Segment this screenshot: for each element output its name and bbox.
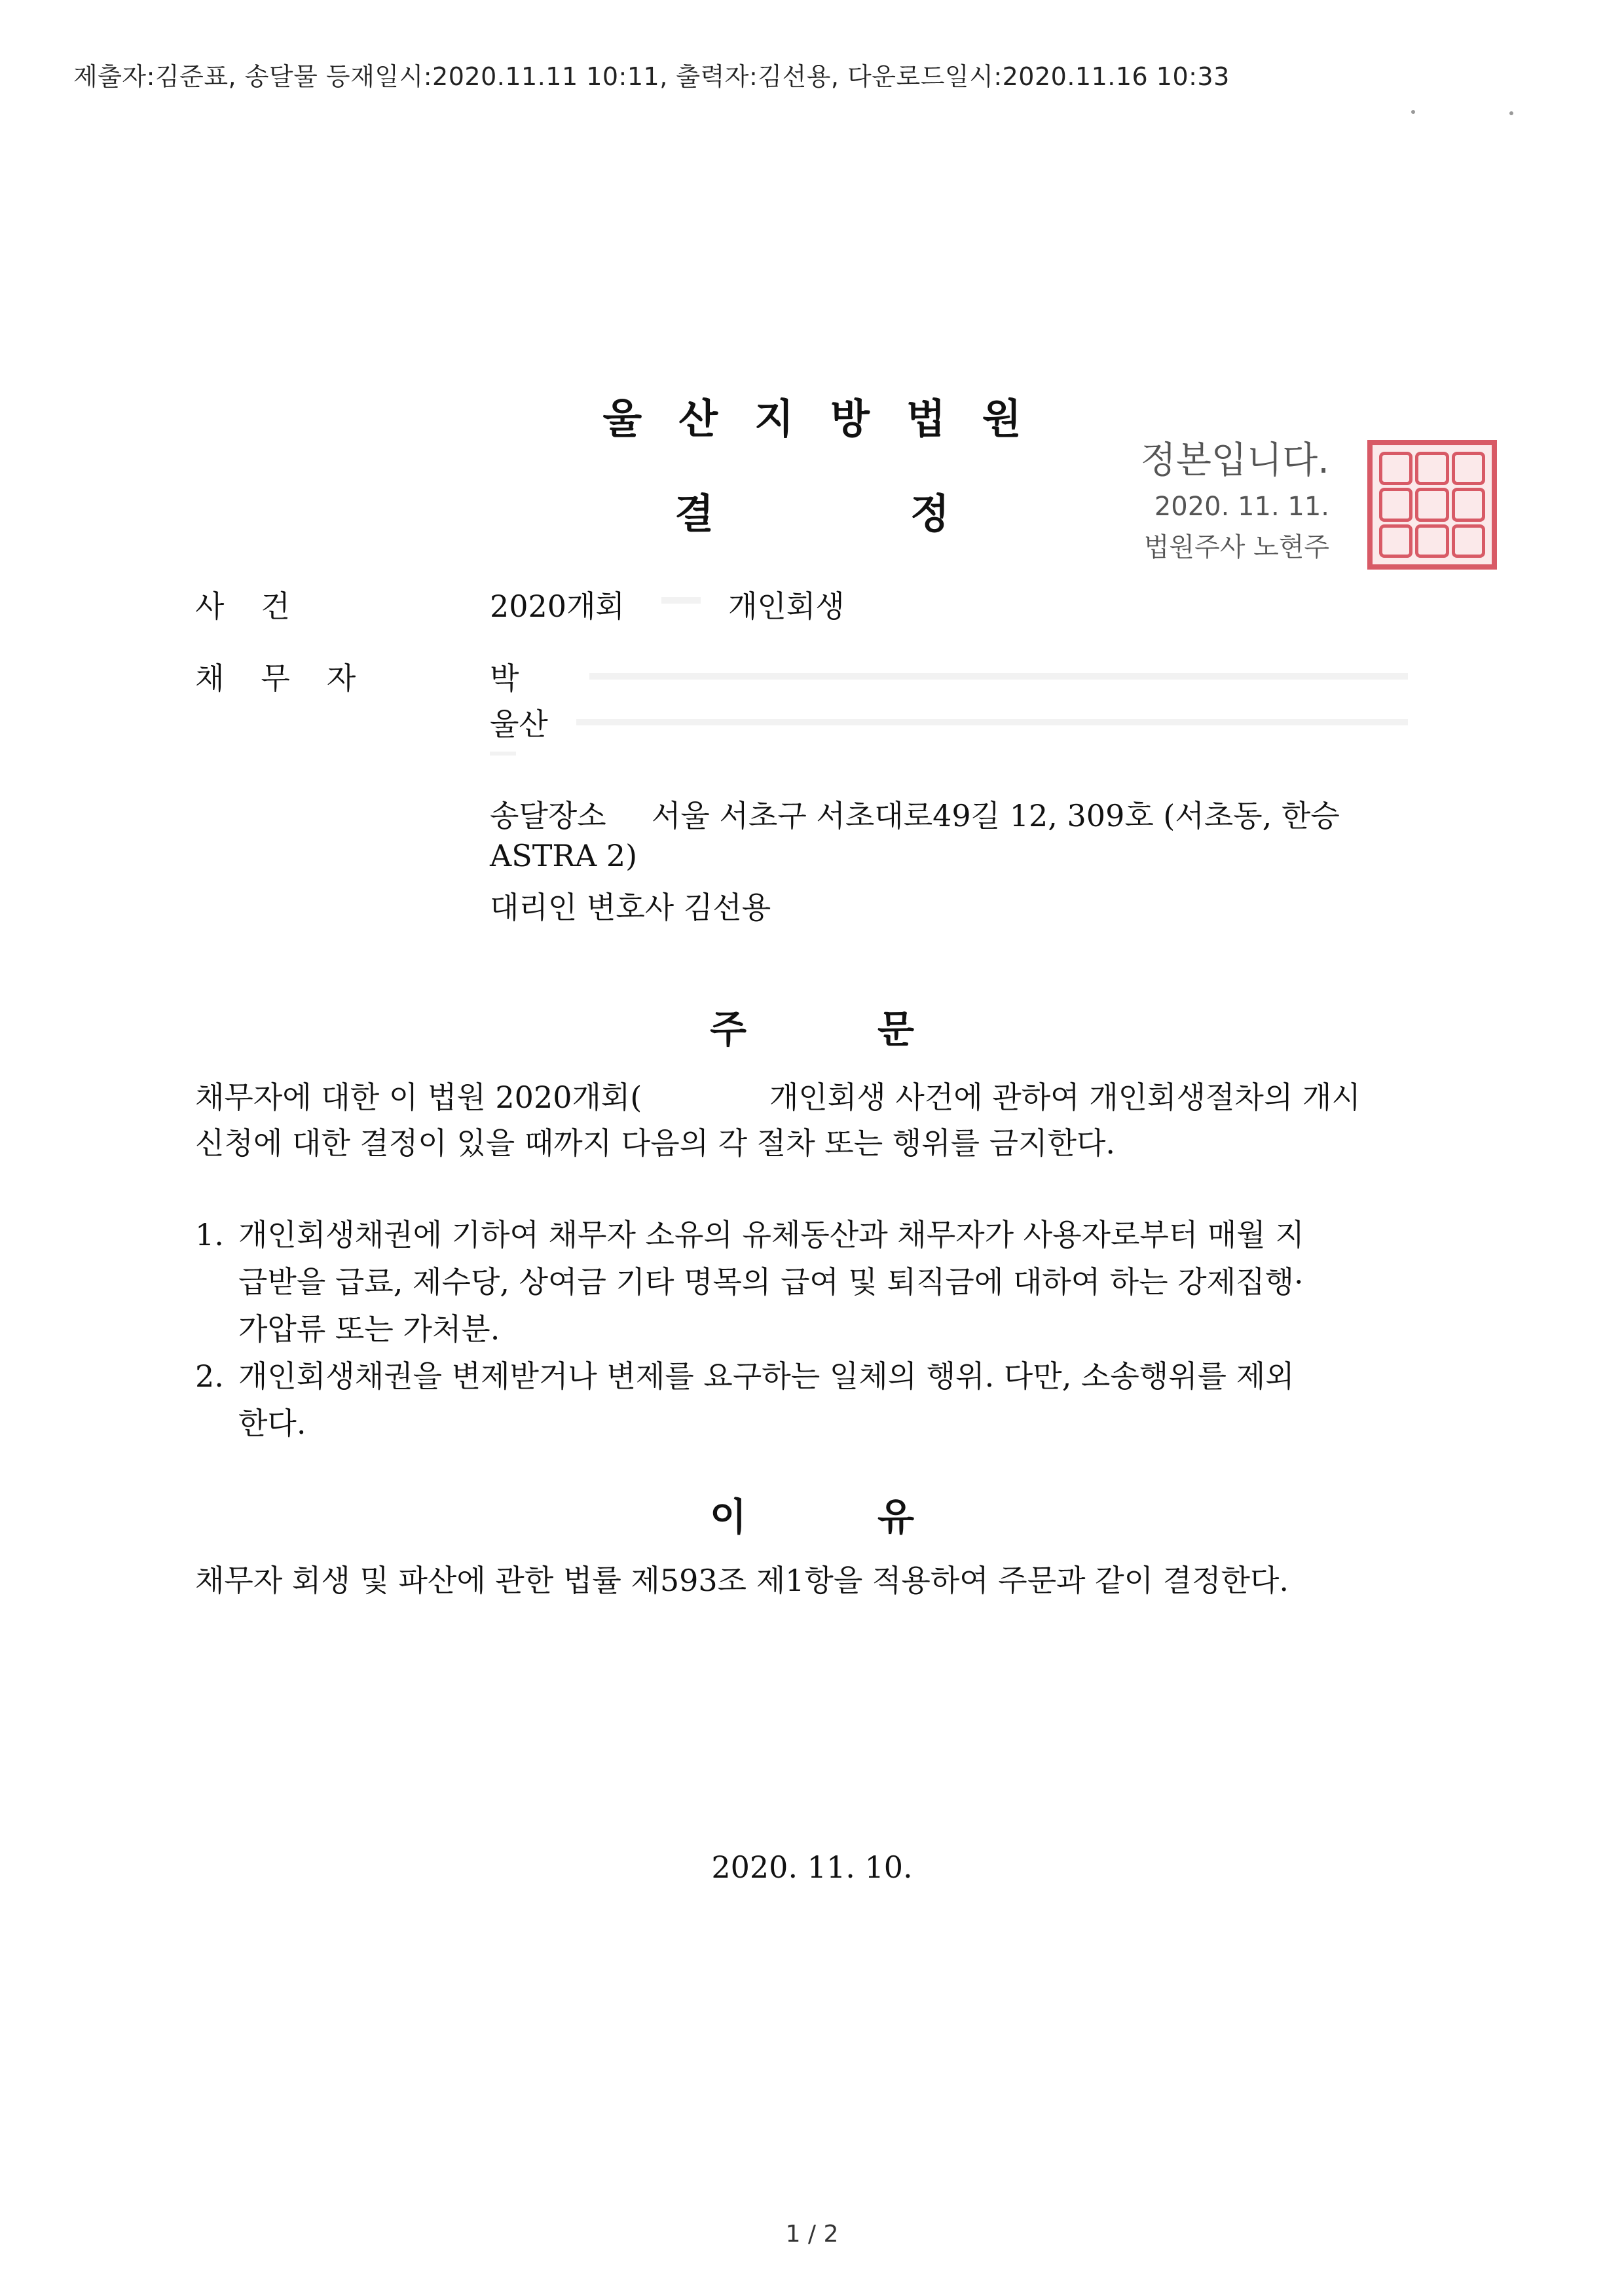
order-intro: 채무자에 대한 이 법원 2020개회( (195, 1080, 642, 1115)
order-item (195, 1211, 1433, 1353)
order-intro-cont: 개인회생 사건에 관하여 개인회생절차의 개시 (769, 1080, 1361, 1115)
redaction-mark (576, 719, 1408, 725)
debtor-name: 박 (490, 661, 519, 696)
download-info-header: 제출자:김준표, 송달물 등재일시:2020.11.11 10:11, 출력자:김선용, 다운로드일시:2020.11.16 10:33 (73, 62, 1230, 91)
delivery-address-cont: ASTRA 2) (490, 838, 638, 873)
scan-speck (1411, 110, 1415, 114)
case-number: 2020개회 (490, 589, 625, 624)
debtor-agent: 대리인 변호사 김선용 (490, 890, 771, 925)
order-title: 주문 (709, 1007, 1046, 1051)
order-item-number: 1. (195, 1217, 224, 1252)
redaction-mark (661, 597, 701, 604)
reason-title: 이유 (709, 1495, 1046, 1539)
order-item-text: 개인회생채권에 기하여 채무자 소유의 유체동산과 채무자가 사용자로부터 매월 지 (238, 1217, 1304, 1252)
page-number: 1 / 2 (785, 2221, 839, 2248)
court-name: 울산지방법원 (602, 395, 1058, 443)
order-item-text: 개인회생채권을 변제받거나 변제를 요구하는 일체의 행위. 다만, 소송행위를 제외 (238, 1358, 1295, 1394)
certification-date: 2020. 11. 11. (1154, 492, 1329, 522)
case-name: 개인회생 (728, 589, 845, 624)
scan-speck (1509, 111, 1513, 115)
court-seal-stamp (1367, 440, 1497, 570)
debtor-address: 울산 (490, 706, 548, 742)
decision-date: 2020. 11. 10. (711, 1850, 913, 1885)
order-item-text: 급받을 급료, 제수당, 상여금 기타 명목의 급여 및 퇴직금에 대하여 하는 강제집행· (238, 1264, 1304, 1300)
redaction-mark (490, 752, 516, 756)
order-item-text: 가압류 또는 가처분. (238, 1311, 500, 1347)
reason-text: 채무자 회생 및 파산에 관한 법률 제593조 제1항을 적용하여 주문과 같이 결정한다. (195, 1563, 1289, 1598)
order-item-number: 2. (195, 1358, 224, 1394)
certification-text: 정본입니다. (1140, 439, 1329, 482)
document-type: 결정 (674, 490, 1146, 538)
delivery-address: 서울 서초구 서초대로49길 12, 309호 (서초동, 한승 (652, 798, 1340, 833)
certification-block (1113, 435, 1329, 568)
order-item (195, 1353, 1433, 1447)
redaction-mark (589, 673, 1408, 680)
order-item-text: 한다. (238, 1406, 306, 1441)
delivery-label: 송달장소 (490, 798, 606, 833)
order-intro-line2: 신청에 대한 결정이 있을 때까지 다음의 각 절차 또는 행위를 금지한다. (195, 1125, 1116, 1161)
case-label: 사건 (195, 589, 327, 624)
certification-clerk: 법원주사 노현주 (1143, 532, 1329, 562)
debtor-label: 채무자 (195, 661, 393, 696)
